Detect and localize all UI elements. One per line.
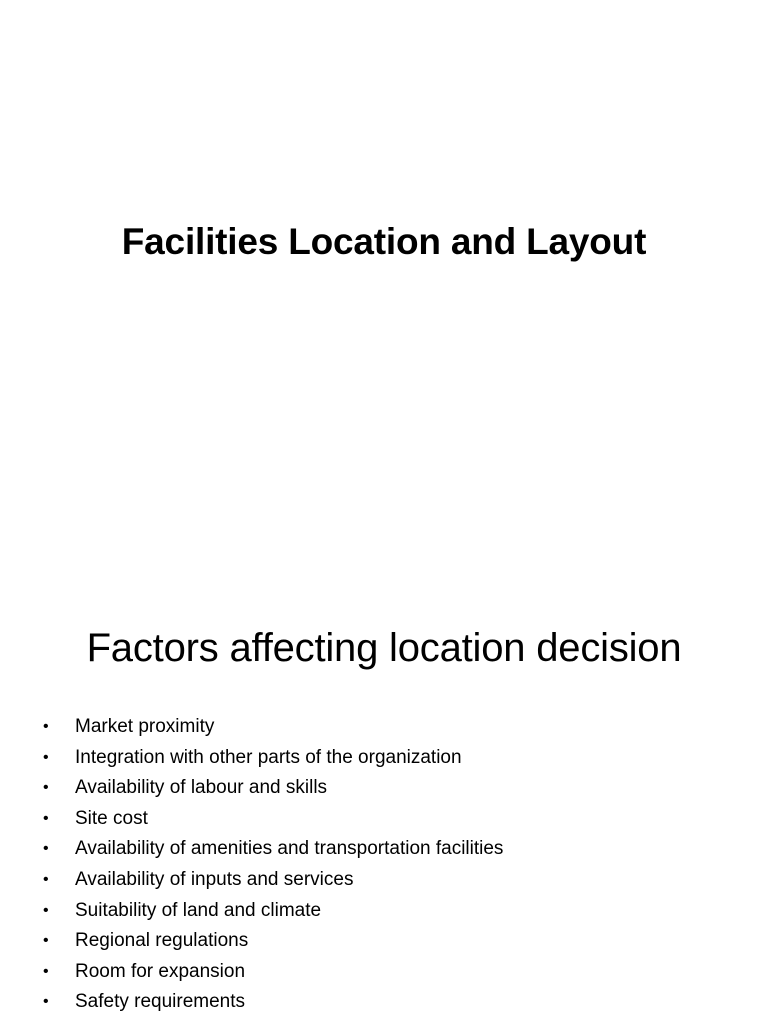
list-item <box>38 804 503 835</box>
bullet-icon: • <box>43 932 49 950</box>
list-item <box>38 743 503 774</box>
list-item-text: Availability of inputs and services <box>75 868 354 890</box>
list-item <box>38 865 503 896</box>
bullet-icon: • <box>43 870 49 888</box>
bullet-icon: • <box>43 748 49 766</box>
list-item-text: Market proximity <box>75 716 215 737</box>
list-item <box>38 773 503 804</box>
list-item-text: Room for expansion <box>75 960 246 982</box>
list-item <box>38 896 503 927</box>
list-item-text: Availability of labour and skills <box>75 777 328 799</box>
slide-factors-heading: Factors affecting location decision <box>86 626 682 670</box>
factors-bullet-list <box>38 712 503 1018</box>
bullet-icon: • <box>43 718 49 735</box>
list-item <box>38 834 503 865</box>
bullet-icon: • <box>43 993 49 1011</box>
list-item <box>38 957 503 988</box>
list-item-text: Safety requirements <box>75 991 246 1013</box>
list-item <box>38 712 503 743</box>
bullet-icon: • <box>43 809 49 827</box>
list-item-text: Integration with other parts of the organization <box>75 746 462 768</box>
list-item <box>38 987 503 1018</box>
list-item-text: Suitability of land and climate <box>75 899 322 921</box>
list-item-text: Regional regulations <box>75 930 249 952</box>
list-item-text: Availability of amenities and transportation facilities <box>75 838 504 860</box>
list-item <box>38 926 503 957</box>
bullet-icon: • <box>43 840 49 858</box>
bullet-icon: • <box>43 779 49 797</box>
slide-title-heading: Facilities Location and Layout <box>121 221 647 262</box>
slide-factors <box>0 576 768 1024</box>
bullet-icon: • <box>43 962 49 980</box>
bullet-icon: • <box>43 901 49 919</box>
list-item-text: Site cost <box>75 807 148 829</box>
